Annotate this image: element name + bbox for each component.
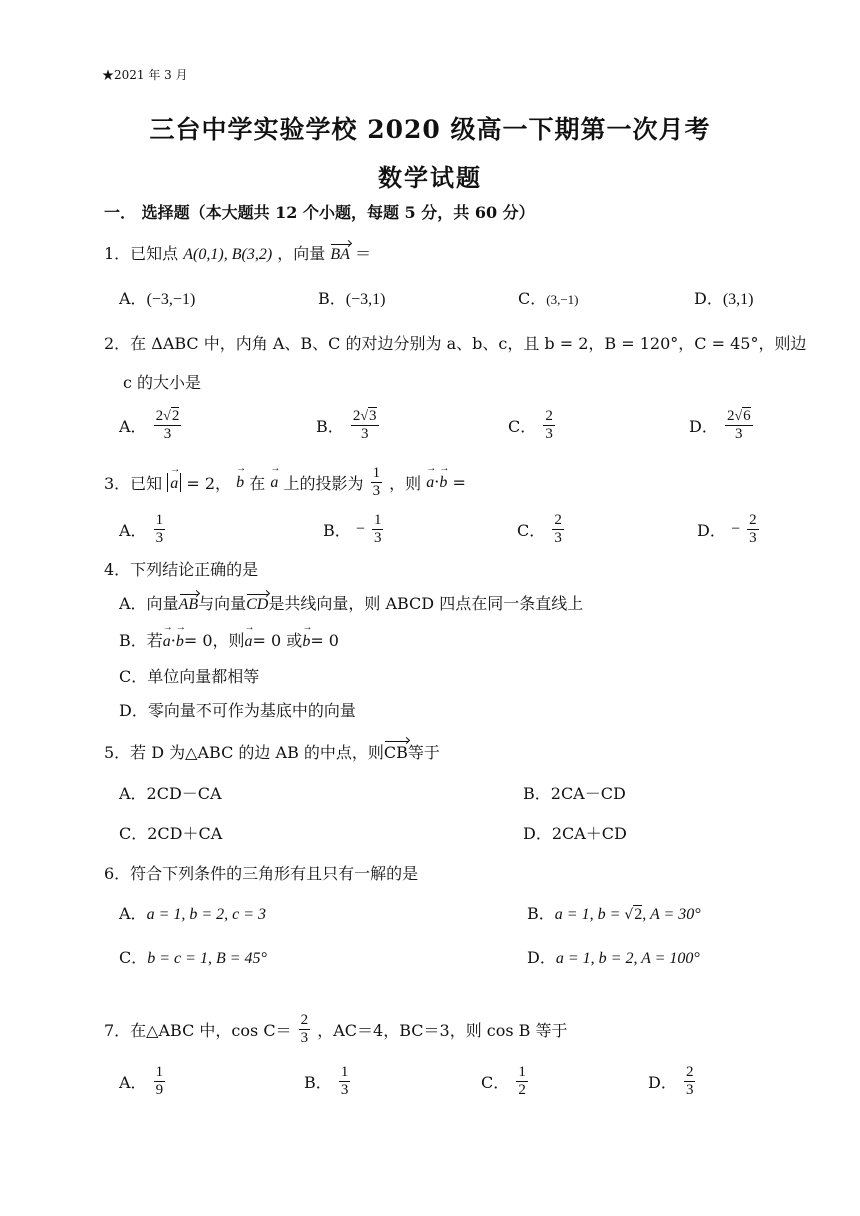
exam-subtitle: 数学试题	[378, 163, 482, 192]
section-heading: 一． 选择题（本大题共 12 个小题，每题 5 分，共 60 分）	[104, 203, 535, 222]
q7-option-a: A． $\frac{1}{9}$	[119, 1064, 164, 1098]
q2-option-b: B． $\frac{2√3}{3}$	[316, 408, 377, 442]
q1-prefix: 1．已知点	[104, 244, 179, 263]
q4-option-c: C．单位向量都相等	[119, 667, 260, 686]
q2-option-c: C． $\frac{2}{3}$	[508, 408, 553, 442]
question-4: 4．下列结论正确的是	[104, 560, 259, 579]
q1-tail: ＝	[354, 244, 371, 263]
vector-ba: BA	[330, 246, 350, 263]
q4-option-b: B．若a →·b →= 0，则a →= 0 或b →= 0	[119, 628, 339, 651]
q4-option-d: D．零向量不可作为基底中的向量	[119, 701, 356, 720]
q7-option-d: D． $\frac{2}{3}$	[648, 1064, 694, 1098]
q1-option-a: A．(−3,−1)	[119, 289, 196, 308]
q6-option-a: A．a = 1, b = 2, c = 3	[119, 904, 267, 923]
q1-suffix: ，向量	[277, 244, 326, 263]
q3-option-a: A． $\frac{1}{3}$	[119, 512, 164, 546]
q7-option-c: C． $\frac{1}{2}$	[481, 1064, 526, 1098]
q5-option-b: B．2CA－CD	[523, 784, 626, 803]
question-7: 7．在△ABC 中，cos C＝ $\frac{2}{3}$ ，AC＝4，BC＝3，则 cos B 等于	[104, 1012, 568, 1046]
q1-option-d: D．(3,1)	[694, 289, 754, 308]
q2-option-a: A． $\frac{2√2}{3}$	[119, 408, 180, 442]
question-5: 5．若 D 为△ABC 的边 AB 的中点，则CB等于	[104, 743, 440, 762]
question-3: 3．已知 a → = 2， b → 在 a → 上的投影为 $\frac{1}{3}$ ，则 a →·b → =	[104, 465, 466, 500]
question-1	[104, 241, 371, 264]
q6-option-b: B．a = 1, b = √2, A = 30°	[527, 904, 701, 923]
q2-option-d: D． $\frac{2√6}{3}$	[689, 408, 751, 442]
q6-option-d: D．a = 1, b = 2, A = 100°	[527, 948, 700, 967]
q1-option-c: C．(3,−1)	[518, 289, 579, 308]
q3-option-c: C． $\frac{2}{3}$	[517, 512, 562, 546]
exam-title: 三台中学实验学校 2020 级高一下期第一次月考	[149, 115, 711, 144]
q5-option-a: A．2CD－CA	[119, 784, 222, 803]
q5-option-c: C．2CD＋CA	[119, 824, 223, 843]
q4-option-a: A．向量AB与向量CD是共线向量，则 ABCD 四点在同一条直线上	[119, 594, 584, 613]
question-6: 6．符合下列条件的三角形有且只有一解的是	[104, 864, 419, 883]
q6-option-c: C．b = c = 1, B = 45°	[119, 948, 267, 967]
q3-option-d: D． − $\frac{2}{3}$	[697, 512, 757, 546]
q5-option-d: D．2CA＋CD	[523, 824, 627, 843]
question-2-line-1: 2．在 ΔABC 中，内角 A、B、C 的对边分别为 a、b、c，且 b = 2，B = 120°，C = 45°，则边	[104, 334, 807, 353]
date-tag: ★2021 年 3 月	[102, 68, 188, 82]
question-2-line-2: c 的大小是	[123, 373, 202, 392]
q3-option-b: B． − $\frac{1}{3}$	[323, 512, 382, 546]
q1-option-b: B．(−3,1)	[318, 289, 386, 308]
q7-option-b: B． $\frac{1}{3}$	[304, 1064, 349, 1098]
q1-points: A(0,1), B(3,2)	[183, 246, 273, 263]
